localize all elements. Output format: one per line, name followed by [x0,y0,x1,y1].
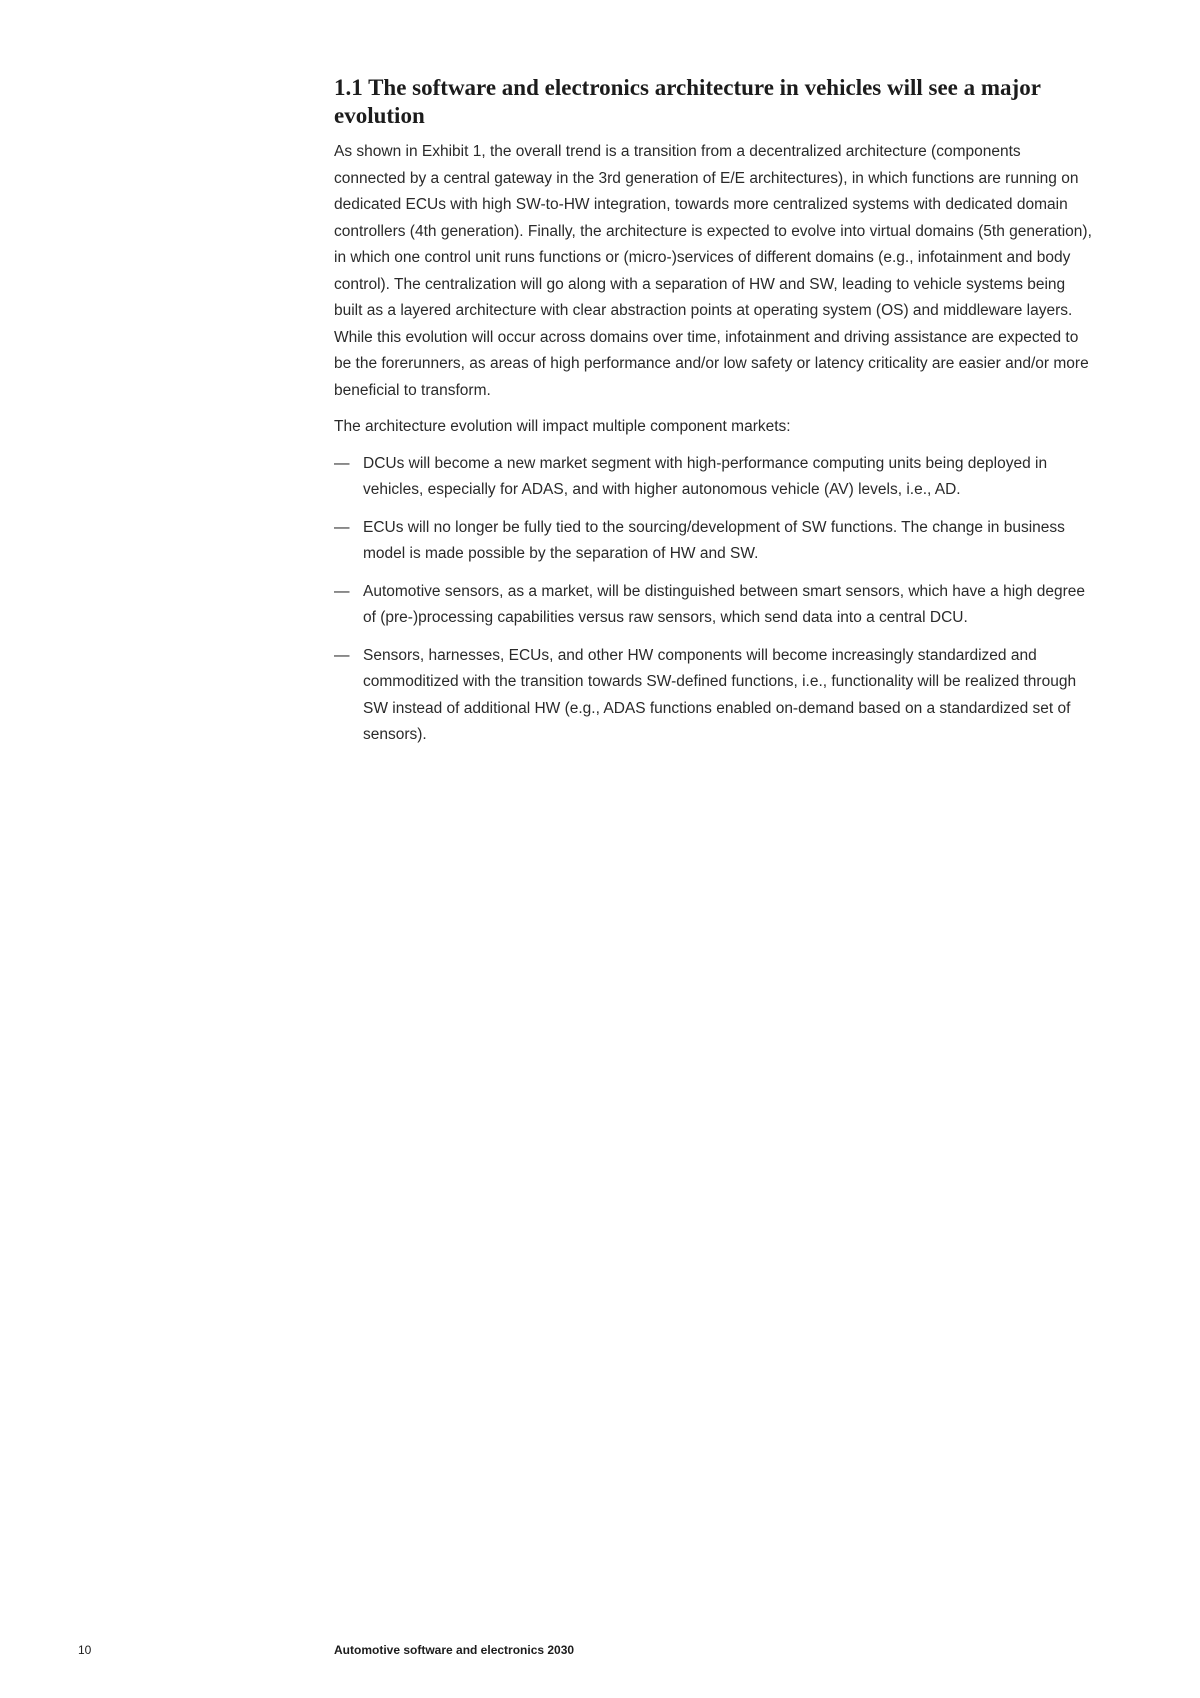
main-content [334,74,1094,760]
list-item [334,579,1094,632]
publication-title: Automotive software and electronics 2030 [334,1643,575,1657]
list-intro-paragraph: The architecture evolution will impact multiple component markets: [334,418,791,435]
bullet-list [334,451,1094,749]
section-title: 1.1 The software and electronics architecture in vehicles will see a major evolution [334,75,1041,128]
dash-bullet-icon: — [334,518,350,536]
list-item-text: Sensors, harnesses, ECUs, and other HW components will become increasingly standardized and commoditized with the transition towards SW-defined functions, i.e., functionality will be realized through SW instead of additional HW (e.g., ADAS functions enabled on-demand based on a standardized set of sensors). [363,646,1077,743]
body-paragraph: As shown in Exhibit 1, the overall trend is a transition from a decentralized architecture (components connected by a central gateway in the 3rd generation of E/E architectures), in which functions are running on dedicated ECUs with high SW-to-HW integration, towards more centralized systems with dedicated domain controllers (4th generation). Finally, the architecture is expected to evolve into virtual domains (5th generation), in which one control unit runs functions or (micro-)services of different domains (e.g., infotainment and body control). The centralization will go along with a separation of HW and SW, leading to vehicle systems being built as a layered architecture with clear abstraction points at operating system (OS) and middleware layers. While this evolution will occur across domains over time, infotainment and driving assistance are expected to be the forerunners, as areas of high performance and/or low safety or latency criticality are easier and/or more beneficial to transform. [334,143,1092,399]
dash-bullet-icon: — [334,582,350,600]
dash-bullet-icon: — [334,454,350,472]
list-item [334,451,1094,504]
list-item-text: Automotive sensors, as a market, will be distinguished between smart sensors, which have a high degree of (pre-)processing capabilities versus raw sensors, which send data into a central DCU. [363,582,1085,626]
list-item-text: ECUs will no longer be fully tied to the sourcing/development of SW functions. The change in business model is made possible by the separation of HW and SW. [363,518,1065,562]
page-number: 10 [78,1643,92,1657]
list-item [334,643,1094,749]
dash-bullet-icon: — [334,646,350,664]
list-item [334,515,1094,568]
list-item-text: DCUs will become a new market segment with high-performance computing units being deployed in vehicles, especially for ADAS, and with higher autonomous vehicle (AV) levels, i.e., AD. [363,454,1048,498]
